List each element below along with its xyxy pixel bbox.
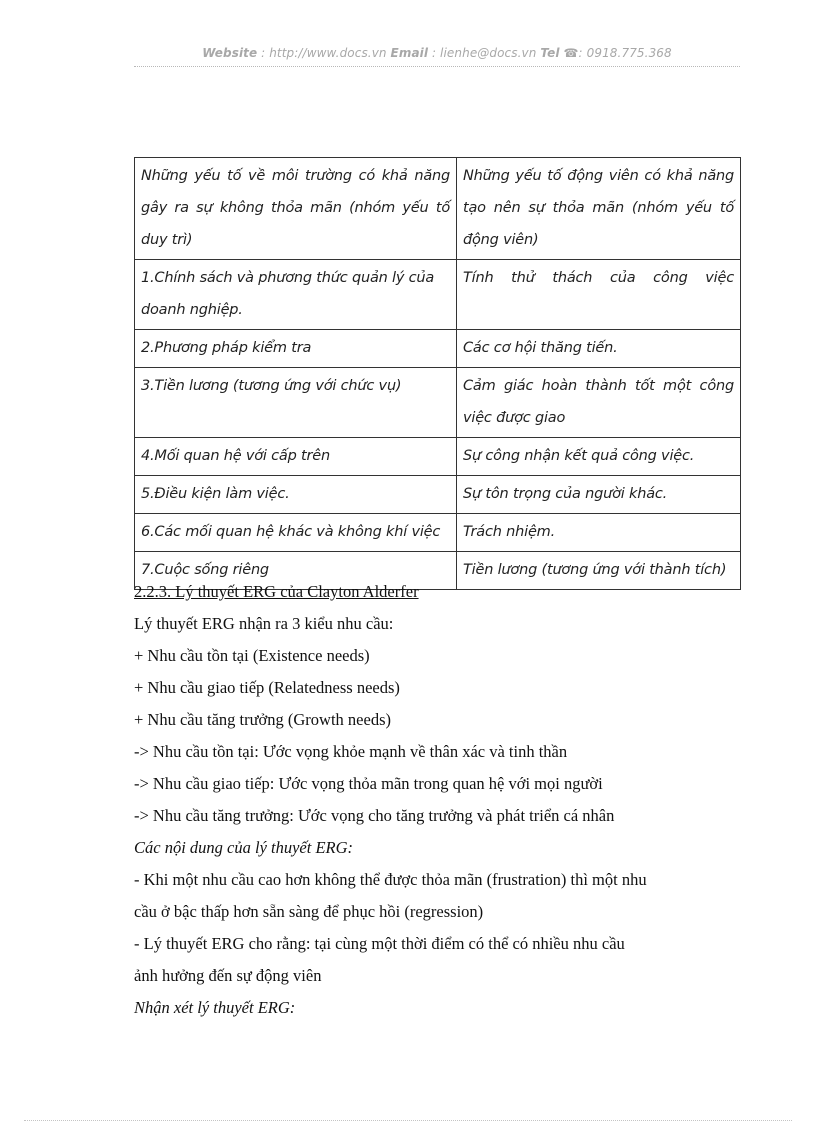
table-row <box>135 260 741 330</box>
table-cell-right: Trách nhiệm. <box>457 514 741 552</box>
table-header-right: Những yếu tố động viên có khả năng tạo nên sự thỏa mãn (nhóm yếu tố động viên) <box>457 158 741 260</box>
table-cell-right: Tiền lương (tương ứng với thành tích) <box>457 552 741 590</box>
footer-divider <box>24 1120 792 1121</box>
header-divider <box>134 66 740 67</box>
table-cell-left: 5.Điều kiện làm việc. <box>135 476 457 514</box>
erg-section <box>134 576 740 1024</box>
page-header <box>134 46 740 60</box>
table-header-row <box>135 158 741 260</box>
body-line: - Khi một nhu cầu cao hơn không thể được thỏa mãn (frustration) thì một nhu <box>134 870 647 889</box>
table-row <box>135 476 741 514</box>
body-line: + Nhu cầu tồn tại (Existence needs) <box>134 646 370 665</box>
website-label: Website <box>202 46 258 60</box>
website-value: : http://www.docs.vn <box>261 46 387 60</box>
tel-value: : 0918.775.368 <box>578 46 672 60</box>
phone-icon: ☎ <box>563 46 579 60</box>
email-label: Email <box>390 46 429 60</box>
body-line: cầu ở bậc thấp hơn sẵn sàng để phục hồi (regression) <box>134 902 484 921</box>
table-cell-right: Tính thử thách của công việc <box>457 260 741 330</box>
table-header-left: Những yếu tố về môi trường có khả năng gây ra sự không thỏa mãn (nhóm yếu tố duy trì) <box>135 158 457 260</box>
table-cell-left: 4.Mối quan hệ với cấp trên <box>135 438 457 476</box>
table-row <box>135 330 741 368</box>
body-line: ảnh hưởng đến sự động viên <box>134 966 322 985</box>
table-cell-left: 6.Các mối quan hệ khác và không khí việc <box>135 514 457 552</box>
table-row <box>135 438 741 476</box>
body-line: -> Nhu cầu giao tiếp: Ước vọng thỏa mãn trong quan hệ với mọi người <box>134 774 603 793</box>
table-cell-left: 2.Phương pháp kiểm tra <box>135 330 457 368</box>
body-line: + Nhu cầu giao tiếp (Relatedness needs) <box>134 678 400 697</box>
email-value: : lienhe@docs.vn <box>432 46 537 60</box>
body-line: + Nhu cầu tăng trưởng (Growth needs) <box>134 710 391 729</box>
table-cell-right: Các cơ hội thăng tiến. <box>457 330 741 368</box>
table-row <box>135 514 741 552</box>
table-cell-left: 7.Cuộc sống riêng <box>135 552 457 590</box>
table-cell-left: 1.Chính sách và phương thức quản lý của doanh nghiệp. <box>135 260 457 330</box>
section-heading: 2.2.3. Lý thuyết ERG của Clayton Alderfer <box>134 582 419 601</box>
body-line: - Lý thuyết ERG cho rằng: tại cùng một thời điểm có thể có nhiều nhu cầu <box>134 934 625 953</box>
table-cell-right: Cảm giác hoàn thành tốt một công việc được giao <box>457 368 741 438</box>
subheading-italic: Nhận xét lý thuyết ERG: <box>134 998 296 1017</box>
table-cell-right: Sự công nhận kết quả công việc. <box>457 438 741 476</box>
table-cell-right: Sự tôn trọng của người khác. <box>457 476 741 514</box>
body-line: Lý thuyết ERG nhận ra 3 kiểu nhu cầu: <box>134 614 394 633</box>
table-row <box>135 368 741 438</box>
tel-label: Tel <box>540 46 560 60</box>
factors-table <box>134 157 741 590</box>
body-line: -> Nhu cầu tăng trưởng: Ước vọng cho tăng trưởng và phát triển cá nhân <box>134 806 615 825</box>
subheading-italic: Các nội dung của lý thuyết ERG: <box>134 838 354 857</box>
table-cell-left: 3.Tiền lương (tương ứng với chức vụ) <box>135 368 457 438</box>
body-line: -> Nhu cầu tồn tại: Ước vọng khỏe mạnh về thân xác và tinh thần <box>134 742 568 761</box>
